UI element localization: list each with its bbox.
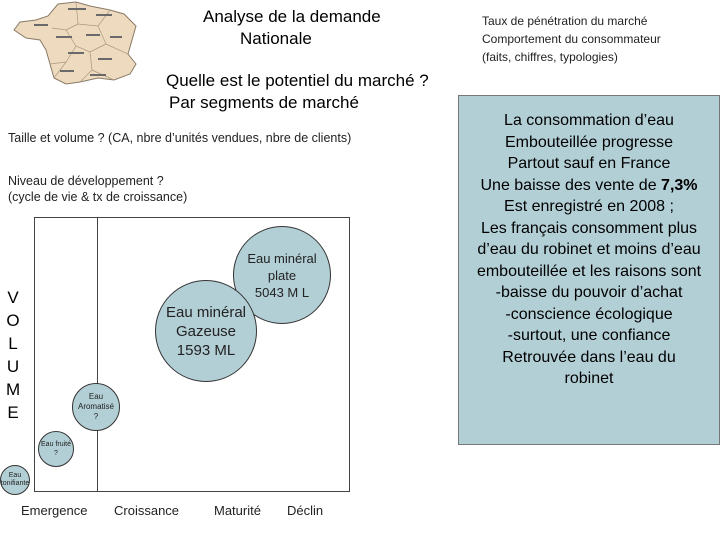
x-label-croissance: Croissance	[114, 503, 180, 518]
notes-line-2: Comportement du consommateur	[482, 32, 661, 46]
volume-letter: M	[6, 380, 21, 399]
volume-letter: V	[7, 288, 19, 307]
x-label-declin: Déclin	[287, 503, 324, 518]
market-notes	[482, 12, 661, 66]
consumption-info-text	[455, 110, 720, 390]
panel-line-prefix: Une baisse des vente de	[480, 176, 662, 194]
bubble-text: 1593 ML	[176, 341, 236, 359]
panel-line: La consommation d’eau	[504, 112, 674, 129]
bubble-text: 5043 M L	[254, 284, 310, 300]
panel-line: Partout sauf en France	[507, 155, 671, 172]
panel-line: Est enregistré en 2008 ;	[504, 198, 674, 215]
bubble-eau-aromatisee	[72, 383, 120, 431]
volume-letter: E	[7, 403, 19, 422]
emergence-divider-line	[97, 217, 98, 492]
panel-line: Retrouvée dans l’eau du	[502, 348, 676, 366]
bubble-text: Eau minéral	[247, 250, 317, 266]
notes-line-1: Taux de pénétration du marché	[482, 14, 648, 28]
bubble-text: ?	[54, 450, 58, 457]
france-map-image	[6, 0, 154, 86]
niveau-line-1: Niveau de développement ?	[8, 174, 164, 188]
panel-percentage: 7,3%	[661, 176, 698, 194]
title-line-2: Nationale	[240, 29, 312, 48]
panel-line: d’eau du robinet et moins d’eau	[477, 241, 701, 258]
panel-line: robinet	[564, 370, 614, 387]
panel-line: -surtout, une confiance	[507, 327, 671, 344]
panel-line: embouteillée et les raisons sont	[476, 262, 702, 280]
bubble-eau-minerale-gazeuse	[155, 280, 257, 382]
bubble-text: Eau fruité	[41, 441, 71, 448]
panel-line: -conscience écologique	[505, 305, 673, 323]
bubble-eau-fruitee	[38, 431, 74, 467]
x-label-emergence: Emergence	[21, 503, 88, 518]
panel-line: -baisse du pouvoir d’achat	[495, 284, 683, 301]
bubble-text: Eau	[88, 392, 104, 401]
panel-line: Les français consomment plus	[480, 219, 698, 237]
bubble-text: Eau	[8, 472, 22, 479]
bubble-text: Aromatisé	[77, 402, 114, 411]
bubble-eau-tonifiante	[0, 465, 30, 495]
question-line-2: Par segments de marché	[169, 93, 359, 112]
bubble-text: Eau minéral	[165, 303, 247, 321]
x-label-maturite: Maturité	[214, 503, 261, 518]
bubble-text: plate	[267, 267, 297, 283]
bubble-text: tonifiante	[0, 480, 30, 487]
question-line-1: Quelle est le potentiel du marché ?	[166, 71, 429, 90]
panel-line: Embouteillée progresse	[504, 133, 674, 151]
size-volume-text: Taille et volume ? (CA, nbre d’unités vendues, nbre de clients)	[8, 131, 352, 145]
bubble-text: ?	[93, 412, 99, 421]
development-level-text	[8, 173, 187, 205]
volume-axis-label	[6, 286, 20, 424]
bubble-text: Gazeuse	[175, 322, 237, 340]
panel-line	[455, 175, 720, 197]
title-line-1: Analyse de la demande	[203, 7, 381, 26]
niveau-line-2: (cycle de vie & tx de croissance)	[8, 190, 188, 204]
volume-letter: U	[6, 357, 20, 376]
market-question	[166, 70, 429, 114]
notes-line-3: (faits, chiffres, typologies)	[482, 50, 618, 64]
volume-letter: O	[6, 311, 20, 330]
volume-letter: L	[8, 334, 18, 353]
